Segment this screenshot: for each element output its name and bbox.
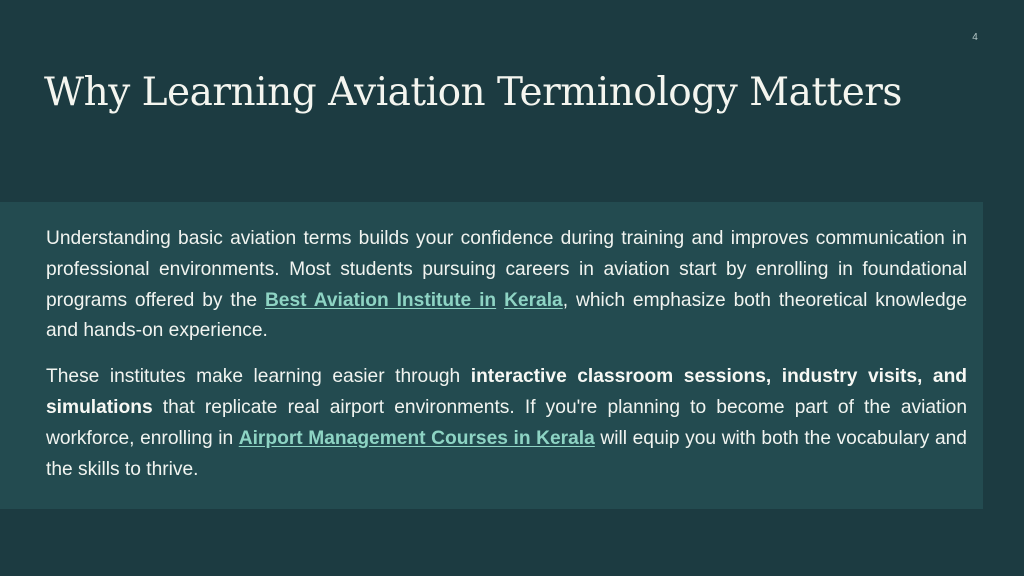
paragraph-intro-text-1: Understanding basic aviation terms builds your confidence during training and improves communication in professional environments. Most students pursuing careers in aviation start by enrolling in foundational programs offered by the: [46, 228, 967, 311]
link-best-aviation-institute[interactable]: Best Aviation Institute in: [264, 289, 497, 311]
paragraph-institutes: [46, 362, 967, 485]
content-panel: [0, 202, 983, 509]
paragraph-institutes-text-1: These institutes make learning easier through: [46, 366, 471, 388]
content-body: [46, 224, 967, 500]
slide-title: Why Learning Aviation Terminology Matters: [44, 70, 902, 115]
slide-number: 4: [972, 32, 978, 43]
paragraph-intro-text-2: [496, 290, 504, 311]
paragraph-institutes-text-3: will equip you with both the vocabulary and the skills to thrive.: [46, 427, 967, 480]
link-kerala[interactable]: Kerala: [504, 289, 563, 311]
paragraph-institutes-text-2: that replicate real airport environments. If you're planning to become part of the aviation workforce, enrolling in: [46, 396, 967, 449]
link-airport-management-courses[interactable]: Airport Management Courses in Kerala: [238, 427, 595, 449]
paragraph-intro: [46, 224, 967, 347]
paragraph-intro-text-3: , which emphasize both theoretical knowledge and hands-on experience.: [46, 289, 967, 342]
paragraph-institutes-highlight: interactive classroom sessions, industry visits, and simulations: [46, 366, 968, 418]
